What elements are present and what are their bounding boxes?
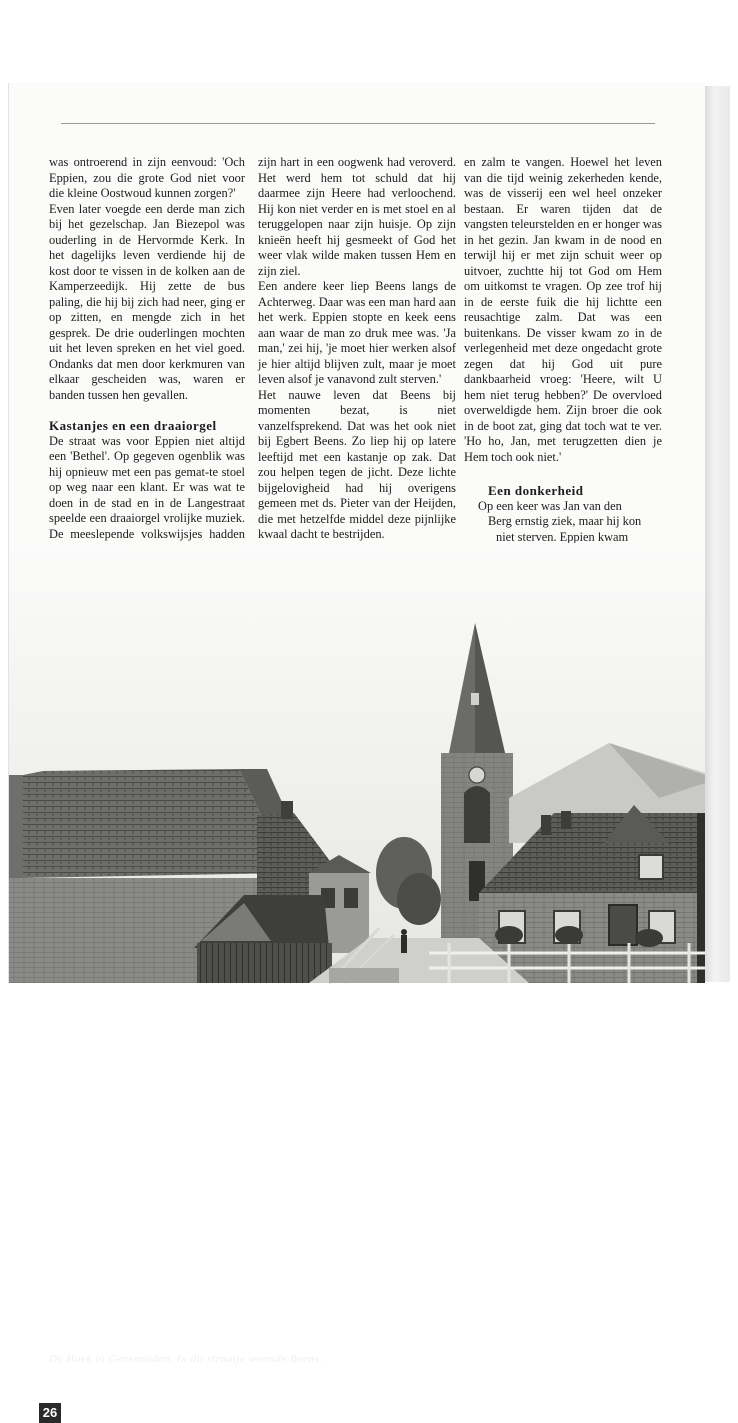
adjacent-page-edge [704,86,730,982]
village-photo [9,543,705,1420]
book-page [8,83,705,1420]
header-rule [61,123,655,124]
text-line: niet sterven. Eppien kwam [496,529,629,544]
paragraph: zijn hart in een oogwenk had veroverd. Het werd hem tot schuld dat hij daarmee zijn Heere had verloochend. Hij kon niet verder en is met stoel en al teruggelopen naar zijn huisje. Op zijn knieën heeft hij gesmeekt of God het weer vlak wilde maken tussen Hem en zijn ziel. [258,155,456,278]
paragraph: Het nauwe leven dat Beens bij momenten bezat, is niet vanzelfsprekend. Dat was het ook niet bij Egbert Beens. Zo liep hij op latere leeftijd met een kastanje op zak. Dat zou helpen tegen de jicht. Deze lichte bijgelovigheid had hij overigens gemeen met ds. Pieter van der Heijden, die met hetzelfde middel deze pijnlijke kwaal dacht te bestrijden. [258,387,456,541]
paragraph: Een andere keer liep Beens langs de Achterweg. Daar was een man hard aan het werk. Eppien stopte en keek eens aan waar de man zo druk mee was. 'Ja man,' zei hij, 'je moet hier werken alsof je hier altijd blijven zult, maar je moet leven alsof je vanavond zult sterven.' [258,279,456,386]
text-line: Berg ernstig ziek, maar hij kon [488,514,642,528]
paragraph: en zalm te vangen. Hoewel het leven van die tijd weinig zekerheden kende, was de visserij een wel heel onzeker bestaan. Er waren tijden dat de vangsten teleurstelden en er honger was in het gezin. Jan kwam in de nood en terwijl hij er met zijn schuit weer op uitvoer, zuchtte hij tot God om Hem om uitkomst te vragen. Op zee trof hij in de eerste fuik die hij lichtte een reusachtige zalm. Dat was een buitenkans. De visser kwam zo in de verlegenheid met deze ongedacht grote zegen dat hij God uit pure dankbaarheid vroeg: 'Heere, wilt U hem niet terug hebben?' De overvloed overweldigde hem. Zijn broer die ook in de boot zat, ging dat toch wat te ver. 'Ho ho, Jan, met terugzetten dien je Hem toch ook niet.' [464,155,662,464]
paragraph: De straat was voor Eppien niet altijd een 'Bethel'. Op gegeven ogenblik was hij opnieuw met een pas gemat-te stoel op weg naar een klant. Er was wat te doen in de stad en in de Langestraat speelde een draaiorgel vrolijke muziek. De meeslepende volkswijsjes hadden [49,433,245,541]
photo-caption: De Hoek in Genemuiden. In dit straatje woonde Beens. [49,1353,323,1365]
page-number: 26 [39,1403,61,1423]
paragraph: was ontroerend in zijn eenvoud: 'Och Eppien, zou die grote God niet voor die kleine Oostwoud kunnen zorgen?' [49,155,245,200]
text-line: Op een keer was Jan van den [478,498,622,513]
paragraph: Even later voegde een derde man zich bij het gezelschap. Jan Biezepol was ouderling in de Hervormde Kerk. In het dagelijks leven verdiende hij de kost door te vissen in de kolken aan de Kamperzeedijk. Hij zette de bus paling, die hij bij zich had neer, ging er op zitten, en mengde zich in het gesprek. De drie ouderlingen mochten uit het leven spreken en het viel goed. Ondanks dat men door kerkmuren van elkaar gescheiden was, waren er banden tussen hen gevallen. [49,201,245,402]
section-heading: Een donkerheid [488,483,584,498]
section-heading: Kastanjes en een draaiorgel [49,418,217,433]
